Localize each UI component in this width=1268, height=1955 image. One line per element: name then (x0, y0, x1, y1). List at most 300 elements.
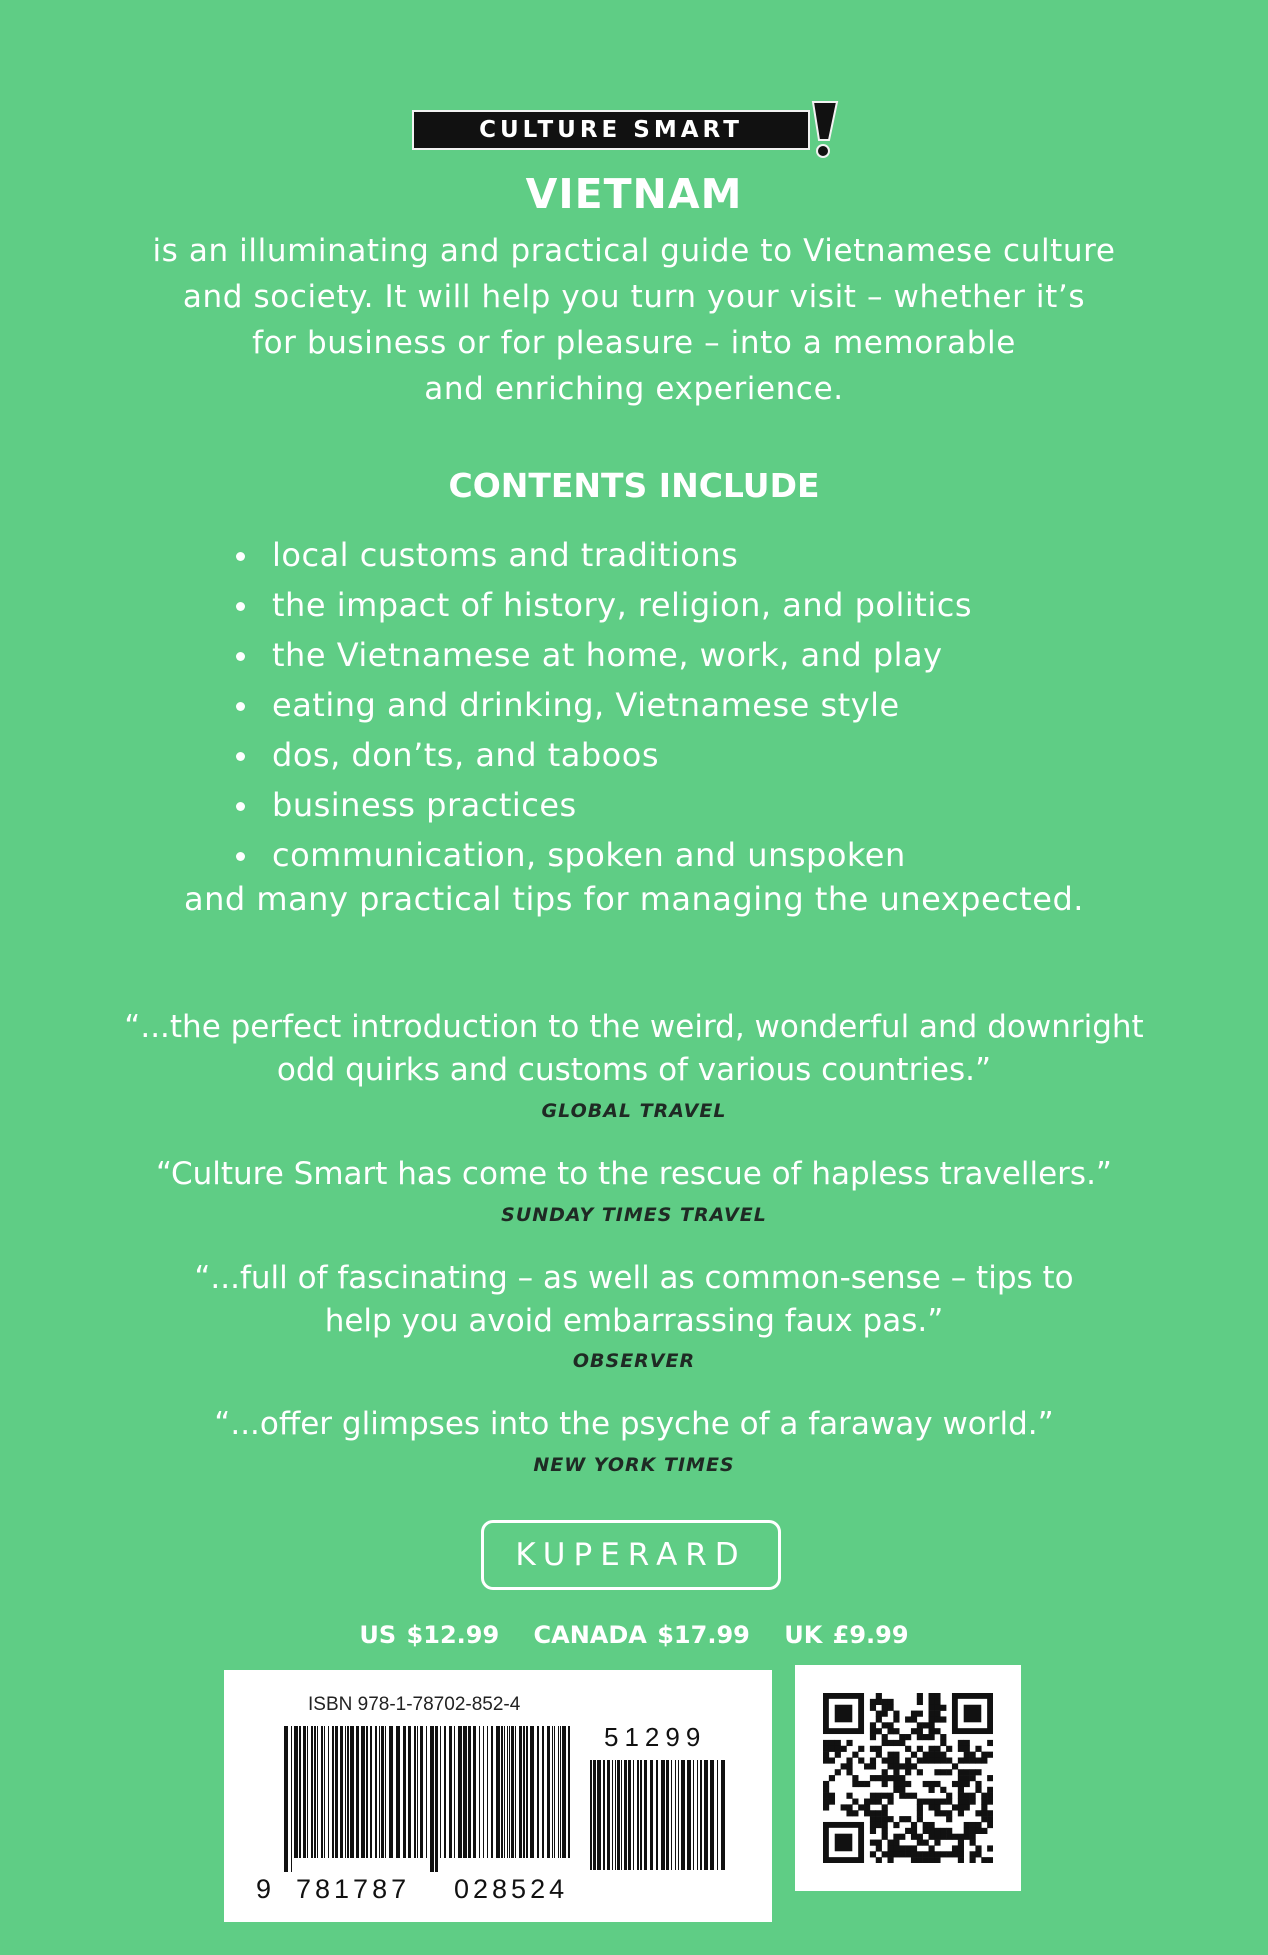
qr-panel (795, 1665, 1021, 1891)
qr-module (964, 1793, 970, 1799)
quote-source: SUNDAY TIMES TRAVEL (501, 1204, 767, 1226)
qr-module (911, 1711, 917, 1717)
qr-module (929, 1716, 935, 1722)
qr-module (911, 1834, 917, 1840)
qr-module (905, 1716, 911, 1722)
qr-module (917, 1746, 923, 1752)
qr-module (899, 1793, 905, 1799)
qr-module (887, 1763, 893, 1769)
qr-module (958, 1804, 964, 1810)
qr-module (893, 1769, 899, 1775)
barcode-bar (633, 1760, 634, 1870)
qr-module (940, 1752, 946, 1758)
qr-module (934, 1810, 940, 1816)
qr-module (981, 1810, 987, 1816)
qr-module (893, 1752, 899, 1758)
barcode-bar (693, 1760, 694, 1870)
qr-module (958, 1781, 964, 1787)
qr-module (929, 1834, 935, 1840)
qr-module (899, 1845, 905, 1851)
qr-module (946, 1851, 952, 1857)
qr-module (876, 1816, 882, 1822)
contents-list (232, 530, 972, 880)
qr-module (958, 1769, 964, 1775)
qr-module (882, 1810, 888, 1816)
qr-module (858, 1781, 864, 1787)
bullet-icon (236, 702, 245, 711)
barcode-bar (454, 1726, 455, 1858)
barcode-bar (375, 1726, 377, 1858)
qr-module (934, 1746, 940, 1752)
qr-module (987, 1845, 993, 1851)
qr-module (917, 1711, 923, 1717)
qr-module (835, 1752, 841, 1758)
qr-module (970, 1840, 976, 1846)
qr-module (917, 1804, 923, 1810)
barcode-bar (426, 1726, 427, 1858)
qr-module (823, 1740, 829, 1746)
qr-module (964, 1804, 970, 1810)
qr-module (929, 1804, 935, 1810)
barcode-bar (420, 1726, 423, 1858)
barcode-bar (303, 1726, 306, 1858)
qr-module (870, 1793, 876, 1799)
qr-module (852, 1781, 858, 1787)
qr-module (958, 1757, 964, 1763)
quote-global-travel (60, 1006, 1208, 1092)
qr-module (829, 1775, 835, 1781)
qr-module (970, 1793, 976, 1799)
barcode-bar (379, 1726, 380, 1858)
qr-module (934, 1857, 940, 1863)
qr-module (882, 1816, 888, 1822)
barcode-bar (607, 1760, 610, 1870)
qr-module (846, 1757, 852, 1763)
qr-module (911, 1828, 917, 1834)
qr-module (905, 1734, 911, 1740)
qr-module (940, 1834, 946, 1840)
qr-module (870, 1757, 876, 1763)
qr-module (870, 1705, 876, 1711)
qr-module (917, 1840, 923, 1846)
barcode-bar (332, 1726, 334, 1858)
barcode-bar (547, 1726, 550, 1858)
qr-module (899, 1734, 905, 1740)
exclamation-icon (807, 100, 841, 160)
logo-box (412, 110, 810, 150)
barcode-bar (560, 1726, 561, 1858)
qr-module (940, 1828, 946, 1834)
qr-module (934, 1804, 940, 1810)
qr-module (964, 1822, 970, 1828)
barcode-bar (717, 1760, 718, 1870)
barcode-bar (335, 1726, 338, 1858)
qr-module (952, 1845, 958, 1851)
qr-module (899, 1775, 905, 1781)
qr-module (858, 1804, 864, 1810)
qr-module (934, 1851, 940, 1857)
barcode-bar (621, 1760, 622, 1870)
qr-module (940, 1740, 946, 1746)
qr-module (905, 1781, 911, 1787)
barcode-bar (328, 1726, 329, 1858)
qr-module (929, 1699, 935, 1705)
intro-line: for business or for pleasure – into a memorable (252, 325, 1016, 361)
qr-module (987, 1793, 993, 1799)
qr-module (934, 1799, 940, 1805)
quote-observer (60, 1257, 1208, 1343)
qr-module (952, 1763, 958, 1769)
qr-module (829, 1799, 835, 1805)
barcode-bar (284, 1726, 288, 1872)
barcode-bar (340, 1726, 343, 1858)
qr-module (899, 1781, 905, 1787)
qr-module (911, 1728, 917, 1734)
qr-module (958, 1793, 964, 1799)
qr-module (923, 1734, 929, 1740)
qr-module (987, 1816, 993, 1822)
qr-module (882, 1711, 888, 1717)
qr-module (946, 1834, 952, 1840)
qr-module (846, 1810, 852, 1816)
qr-module (929, 1757, 935, 1763)
qr-module (887, 1775, 893, 1781)
logo-text: CULTURE SMART (479, 117, 743, 143)
contents-closing: and many practical tips for managing the unexpected. (184, 880, 1084, 918)
qr-module (905, 1828, 911, 1834)
qr-module (970, 1851, 976, 1857)
qr-module (934, 1693, 940, 1699)
barcode-bar (356, 1726, 359, 1858)
qr-module (846, 1793, 852, 1799)
quote-line: odd quirks and customs of various countries.” (276, 1052, 992, 1088)
qr-module (964, 1752, 970, 1758)
qr-module (882, 1769, 888, 1775)
list-item (232, 730, 972, 780)
qr-module (940, 1799, 946, 1805)
qr-module (864, 1804, 870, 1810)
bullet-icon (236, 552, 245, 561)
qr-module (929, 1746, 935, 1752)
barcode-bar (414, 1726, 416, 1858)
barcode-digit-group: 028524 (454, 1874, 569, 1904)
qr-module (975, 1822, 981, 1828)
barcode-bar (681, 1760, 685, 1870)
qr-module (940, 1810, 946, 1816)
barcode-bar (678, 1760, 679, 1870)
barcode-bar (523, 1726, 525, 1858)
qr-module (893, 1728, 899, 1734)
qr-module (882, 1834, 888, 1840)
qr-module (893, 1781, 899, 1787)
qr-module (870, 1775, 876, 1781)
qr-module (876, 1716, 882, 1722)
qr-module (917, 1816, 923, 1822)
qr-module (887, 1752, 893, 1758)
qr-module (940, 1851, 946, 1857)
qr-module (929, 1734, 935, 1740)
qr-module (876, 1775, 882, 1781)
barcode-bar (542, 1726, 544, 1858)
qr-finder-core (964, 1705, 982, 1723)
qr-module (952, 1781, 958, 1787)
qr-module (911, 1851, 917, 1857)
qr-module (929, 1822, 935, 1828)
qr-module (911, 1752, 917, 1758)
qr-module (987, 1822, 993, 1828)
barcode-bar (666, 1760, 669, 1870)
qr-module (946, 1810, 952, 1816)
qr-module (846, 1763, 852, 1769)
quote-line: “Culture Smart has come to the rescue of hapless travellers.” (156, 1156, 1112, 1192)
qr-module (929, 1787, 935, 1793)
intro-paragraph (80, 228, 1188, 412)
qr-module (846, 1740, 852, 1746)
qr-module (958, 1840, 964, 1846)
barcode-bar (704, 1760, 708, 1870)
barcode-bar (317, 1726, 318, 1858)
barcode-bar (552, 1726, 553, 1858)
qr-module (893, 1840, 899, 1846)
qr-module (975, 1746, 981, 1752)
barcode-bar (519, 1726, 522, 1858)
barcode-bar (385, 1726, 386, 1858)
qr-module (940, 1716, 946, 1722)
barcode-bar (350, 1726, 354, 1858)
qr-module (975, 1845, 981, 1851)
qr-module (852, 1799, 858, 1805)
qr-module (882, 1822, 888, 1828)
quote-line: “...offer glimpses into the psyche of a faraway world.” (214, 1406, 1054, 1442)
qr-module (905, 1746, 911, 1752)
barcode-addon-digits: 51299 (604, 1722, 707, 1752)
qr-module (899, 1816, 905, 1822)
qr-module (929, 1728, 935, 1734)
qr-module (870, 1816, 876, 1822)
qr-module (958, 1845, 964, 1851)
qr-module (887, 1857, 893, 1863)
qr-module (946, 1757, 952, 1763)
qr-module (870, 1851, 876, 1857)
qr-code-icon (823, 1693, 993, 1863)
qr-module (887, 1840, 893, 1846)
qr-module (846, 1769, 852, 1775)
qr-module (981, 1857, 987, 1863)
list-item-text: dos, don’ts, and taboos (272, 736, 659, 774)
qr-module (864, 1781, 870, 1787)
barcode-bar (311, 1726, 313, 1858)
barcode-bar (291, 1726, 292, 1872)
barcode-digits (256, 1874, 568, 1905)
barcode-bar (473, 1726, 476, 1858)
barcode-bar (479, 1726, 480, 1858)
qr-module (946, 1793, 952, 1799)
qr-module (870, 1699, 876, 1705)
qr-module (917, 1851, 923, 1857)
qr-module (823, 1787, 829, 1793)
qr-module (829, 1793, 835, 1799)
qr-module (981, 1757, 987, 1763)
qr-module (870, 1822, 876, 1828)
qr-module (893, 1740, 899, 1746)
intro-line: and enriching experience. (424, 371, 844, 407)
qr-module (899, 1851, 905, 1857)
qr-module (952, 1834, 958, 1840)
qr-module (964, 1781, 970, 1787)
qr-module (876, 1746, 882, 1752)
qr-module (882, 1793, 888, 1799)
qr-module (876, 1840, 882, 1846)
qr-module (981, 1799, 987, 1805)
qr-module (934, 1828, 940, 1834)
qr-module (917, 1757, 923, 1763)
list-item (232, 830, 972, 880)
barcode-bar (700, 1760, 702, 1870)
qr-module (911, 1822, 917, 1828)
qr-module (934, 1781, 940, 1787)
list-item-text: business practices (272, 786, 577, 824)
qr-module (970, 1775, 976, 1781)
qr-module (958, 1740, 964, 1746)
qr-module (934, 1705, 940, 1711)
qr-module (905, 1845, 911, 1851)
qr-module (975, 1757, 981, 1763)
qr-module (887, 1699, 893, 1705)
qr-module (893, 1711, 899, 1717)
qr-module (964, 1799, 970, 1805)
qr-module (929, 1799, 935, 1805)
qr-module (882, 1734, 888, 1740)
qr-module (858, 1746, 864, 1752)
barcode-bar (463, 1726, 467, 1858)
qr-module (887, 1799, 893, 1805)
qr-module (829, 1746, 835, 1752)
qr-module (940, 1705, 946, 1711)
qr-module (870, 1828, 876, 1834)
qr-module (899, 1787, 905, 1793)
qr-module (923, 1840, 929, 1846)
qr-module (841, 1804, 847, 1810)
qr-module (934, 1699, 940, 1705)
qr-module (835, 1740, 841, 1746)
qr-module (876, 1699, 882, 1705)
qr-module (929, 1711, 935, 1717)
barcode-bar (597, 1760, 601, 1870)
intro-line: and society. It will help you turn your visit – whether it’s (182, 279, 1086, 315)
qr-module (929, 1857, 935, 1863)
qr-module (917, 1722, 923, 1728)
qr-module (975, 1851, 981, 1857)
barcode-bar (444, 1726, 446, 1858)
qr-module (970, 1828, 976, 1834)
barcode-bar (615, 1760, 616, 1870)
qr-module (876, 1822, 882, 1828)
qr-module (917, 1728, 923, 1734)
qr-module (876, 1810, 882, 1816)
quote-line: “...the perfect introduction to the weird, wonderful and downright (124, 1009, 1144, 1045)
quote-source: NEW YORK TIMES (533, 1454, 735, 1476)
barcode-bar (721, 1760, 725, 1870)
book-title: VIETNAM (525, 170, 743, 218)
qr-module (964, 1775, 970, 1781)
barcode-bar (389, 1726, 393, 1858)
qr-module (934, 1769, 940, 1775)
barcode-bar (430, 1726, 434, 1872)
qr-module (917, 1734, 923, 1740)
barcode-bar (590, 1760, 592, 1870)
qr-module (870, 1840, 876, 1846)
contents-heading: CONTENTS INCLUDE (448, 466, 820, 505)
quote-new-york-times (60, 1403, 1208, 1446)
barcode-bar (640, 1760, 642, 1870)
qr-module (846, 1804, 852, 1810)
qr-module (893, 1845, 899, 1851)
qr-module (981, 1828, 987, 1834)
qr-module (823, 1757, 829, 1763)
barcode-bar (554, 1726, 555, 1858)
qr-module (929, 1705, 935, 1711)
qr-module (858, 1757, 864, 1763)
barcode-bar (558, 1726, 559, 1858)
qr-module (946, 1816, 952, 1822)
barcode-bar (509, 1726, 510, 1858)
qr-module (870, 1728, 876, 1734)
bullet-icon (236, 752, 245, 761)
qr-module (923, 1757, 929, 1763)
qr-module (975, 1787, 981, 1793)
qr-module (893, 1775, 899, 1781)
qr-module (876, 1728, 882, 1734)
qr-module (952, 1851, 958, 1857)
barcode-bar (624, 1760, 627, 1870)
qr-module (870, 1810, 876, 1816)
list-item (232, 580, 972, 630)
qr-module (911, 1763, 917, 1769)
publisher-logo: KUPERARD (481, 1520, 781, 1590)
qr-module (841, 1763, 847, 1769)
barcode-bar (294, 1726, 298, 1858)
qr-module (841, 1746, 847, 1752)
qr-module (823, 1746, 829, 1752)
qr-module (923, 1799, 929, 1805)
barcode-bar (491, 1726, 493, 1858)
qr-module (929, 1828, 935, 1834)
qr-module (864, 1799, 870, 1805)
barcode-bar (483, 1726, 484, 1858)
barcode-bar (314, 1726, 316, 1858)
qr-module (829, 1740, 835, 1746)
qr-module (981, 1752, 987, 1758)
quote-line: “...full of fascinating – as well as common-sense – tips to (194, 1260, 1074, 1296)
intro-line: is an illuminating and practical guide to Vietnamese culture (152, 233, 1116, 269)
barcode-bar (515, 1726, 516, 1858)
qr-module (905, 1769, 911, 1775)
list-item (232, 680, 972, 730)
qr-module (964, 1740, 970, 1746)
qr-module (975, 1810, 981, 1816)
barcode-bar (671, 1760, 672, 1870)
qr-module (934, 1840, 940, 1846)
qr-module (917, 1857, 923, 1863)
qr-module (905, 1793, 911, 1799)
qr-module (964, 1834, 970, 1840)
list-item-text: the Vietnamese at home, work, and play (272, 636, 943, 674)
qr-module (905, 1816, 911, 1822)
barcode-bar (628, 1760, 631, 1870)
qr-module (929, 1752, 935, 1758)
barcode-bar (603, 1760, 605, 1870)
qr-module (882, 1705, 888, 1711)
